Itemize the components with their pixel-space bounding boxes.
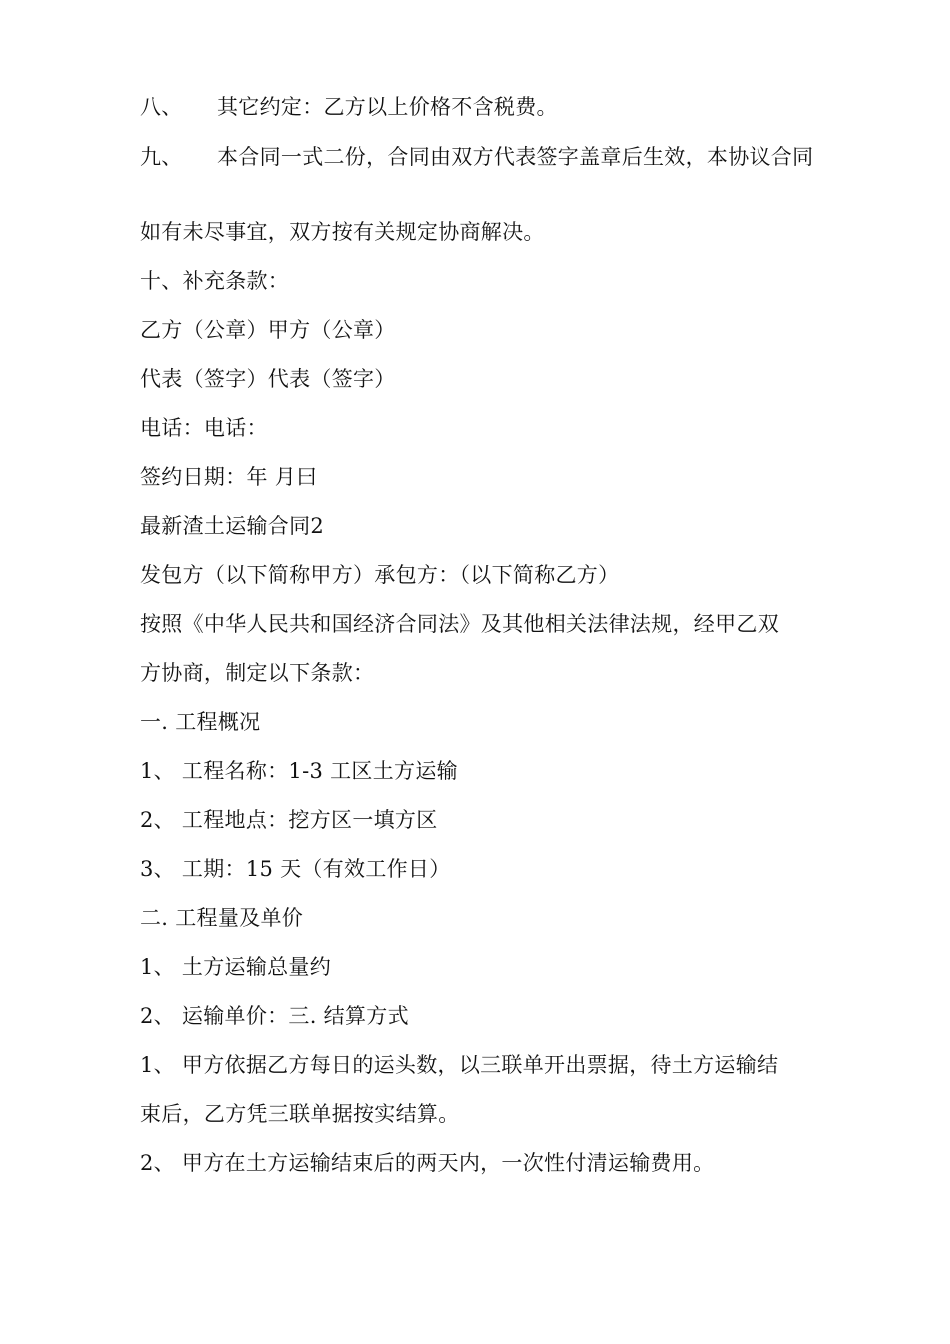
sign-date-line: 签约日期：年 月曰 <box>140 465 318 489</box>
section-2-title: 二. 工程量及单价 <box>140 906 304 930</box>
project-name-item: 1、 工程名称：1-3 工区土方运输 <box>140 759 458 783</box>
basis-line-1: 按照《中华人民共和国经济合同法》及其他相关法律法规，经甲乙双 <box>140 612 779 636</box>
project-duration-item: 3、 工期：15 天（有效工作日） <box>140 857 451 881</box>
settlement-item-1-line-2: 束后，乙方凭三联单据按实结算。 <box>140 1102 460 1126</box>
settlement-item-2: 2、 甲方在土方运输结束后的两天内，一次性付清运输费用。 <box>140 1151 715 1175</box>
basis-line-2: 方协商，制定以下条款： <box>140 661 375 685</box>
clause-8-text: 其它约定：乙方以上价格不含税费。 <box>217 95 558 119</box>
settlement-item-1-line-1: 1、 甲方依据乙方每日的运头数，以三联单开出票据，待土方运输结 <box>140 1053 779 1077</box>
representative-line: 代表（签字）代表（签字） <box>140 367 396 391</box>
phone-line: 电话：电话： <box>140 416 268 440</box>
clause-9 <box>140 145 830 169</box>
parties-line: 发包方（以下简称甲方）承包方：（以下简称乙方） <box>140 563 620 587</box>
clause-9-text: 本合同一式二份，合同由双方代表签字盖章后生效，本协议合同 <box>217 145 814 169</box>
clause-9-continuation: 如有未尽事宜，双方按有关规定协商解决。 <box>140 220 545 244</box>
clause-9-number: 九、 <box>140 145 183 169</box>
quantity-item: 1、 土方运输总量约 <box>140 955 332 979</box>
contract-2-title: 最新渣土运输合同2 <box>140 514 325 538</box>
clause-8-number: 八、 <box>140 95 183 119</box>
unit-price-item: 2、 运输单价：三. 结算方式 <box>140 1004 409 1028</box>
clause-10-heading: 十、补充条款： <box>140 269 290 293</box>
seal-line: 乙方（公章）甲方（公章） <box>140 318 396 342</box>
section-1-title: 一. 工程概况 <box>140 710 261 734</box>
project-location-item: 2、 工程地点：挖方区一填方区 <box>140 808 438 832</box>
clause-8 <box>140 95 558 119</box>
